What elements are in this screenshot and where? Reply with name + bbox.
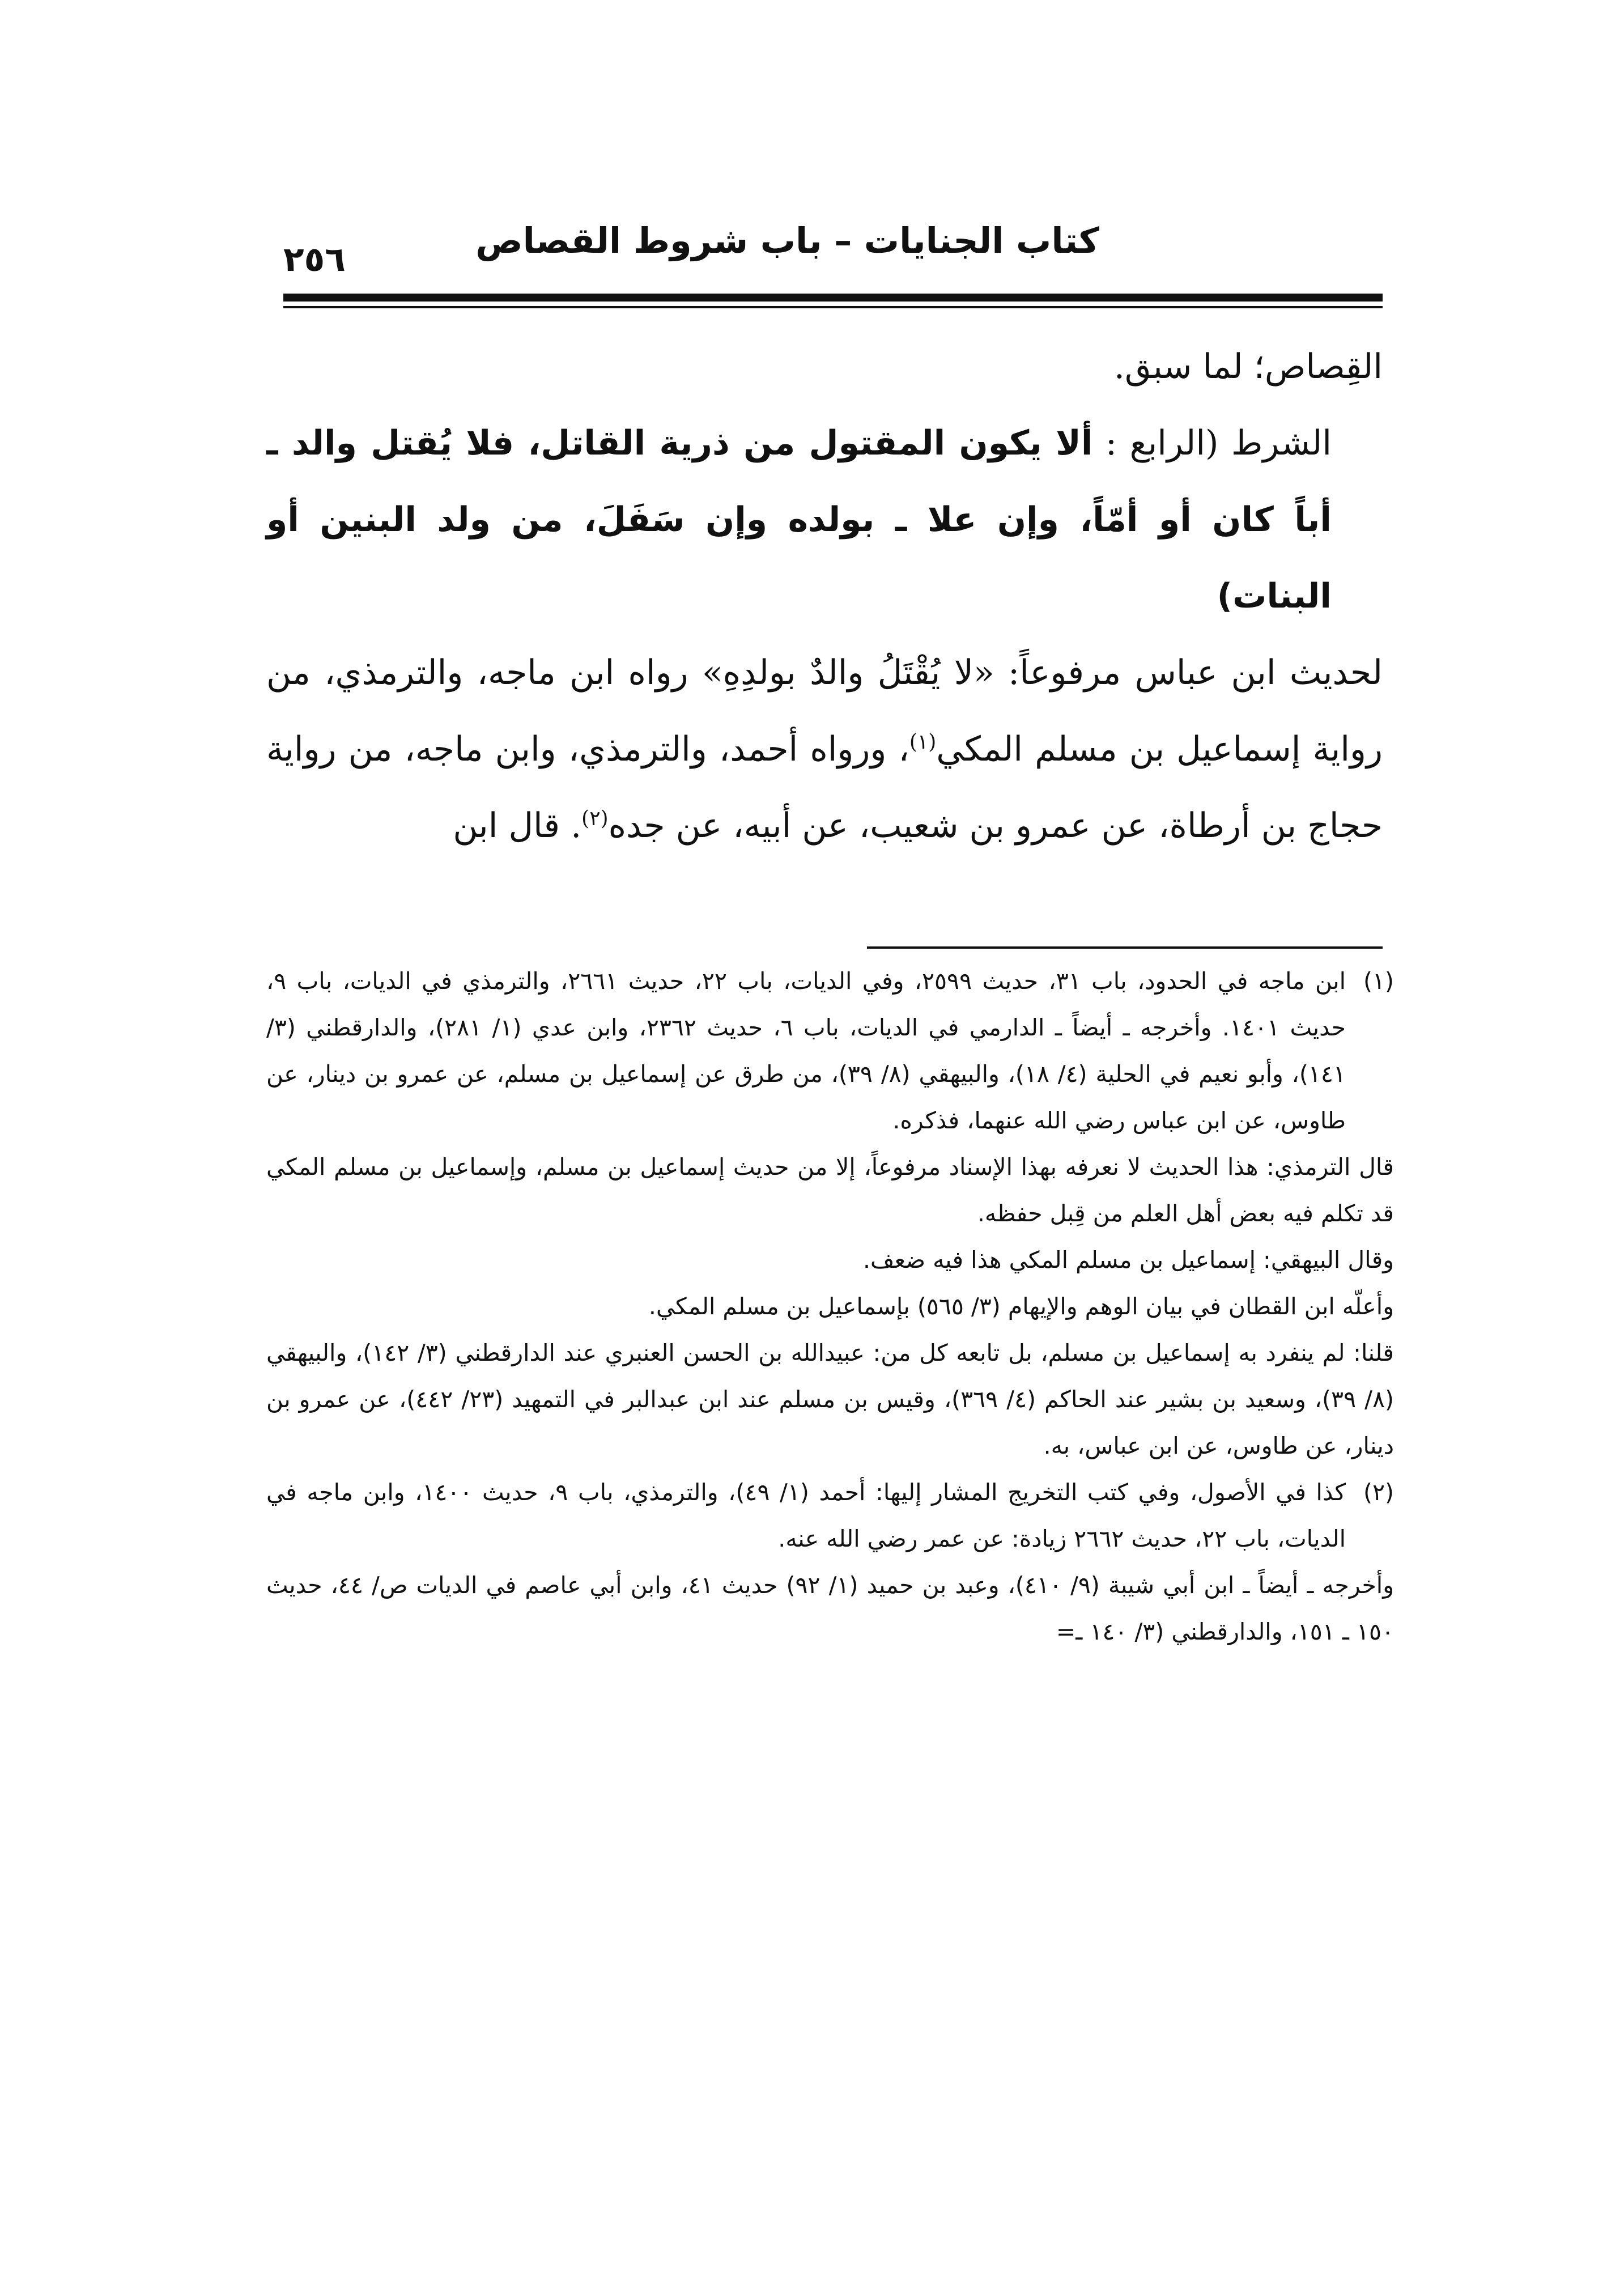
header-rule-thick (283, 294, 1383, 302)
main-text (266, 329, 1383, 864)
evidence-text-a: لحديث ابن عباس مرفوعاً: «لا يُقْتَلُ والدٌ بولدِهِ» رواه ابن ماجه، والترمذي، من رواية إسماعيل بن مسلم المكي (266, 653, 1383, 769)
footnote-1-paragraph-2: قال الترمذي: هذا الحديث لا نعرفه بهذا الإسناد مرفوعاً، إلا من حديث إسماعيل بن مسلم، وإسماعيل بن مسلم المكي قد تكلم فيه بعض أهل العلم من قِبل حفظه. (266, 1153, 1394, 1227)
footnote-2-number: (٢) (1363, 1479, 1394, 1506)
footnote-separator (867, 946, 1383, 949)
page-number: ٢٥٦ (283, 240, 346, 279)
condition-text: ألا يكون المقتول من ذرية القاتل، فلا يُقتل والد ـ أباً كان أو أمّاً، وإن علا ـ بولده وإن سَفَلَ، من ولد البنين أو البنات) (266, 423, 1332, 616)
condition-label: الشرط (الرابع : (1092, 423, 1332, 463)
footnote-1-paragraph-3: وقال البيهقي: إسماعيل بن مسلم المكي هذا فيه ضعف. (863, 1246, 1394, 1273)
header-rule-thin (283, 306, 1383, 308)
running-title: كتاب الجنايات – باب شروط القصاص (475, 220, 1099, 261)
footnotes (266, 958, 1394, 1655)
footnote-1-paragraph-5: قلنا: لم ينفرد به إسماعيل بن مسلم، بل تابعه كل من: عبيدالله بن الحسن العنبري عند الدارقطني (٣/ ١٤٢)، والبيهقي (٨/ ٣٩)، وسعيد بن بشير عند الحاكم (٤/ ٣٦٩)، وقيس بن مسلم عند ابن عبدالبر في التمهيد (٢٣/ ٤٤٢)، عن عمرو بن دينار، عن طاوس، عن ابن عباس، به. (266, 1339, 1394, 1459)
footnote-1 (266, 958, 1394, 1144)
footnote-2 (266, 1469, 1394, 1562)
page-header (283, 215, 1383, 300)
main-paragraph-condition (266, 405, 1383, 635)
footnote-1-text: ابن ماجه في الحدود، باب ٣١، حديث ٢٥٩٩، وفي الديات، باب ٢٢، حديث ٢٦٦١، والترمذي في الديات، باب ٩، حديث ١٤٠١. وأخرجه ـ أيضاً ـ الدارمي في الديات، باب ٦، حديث ٢٣٦٢، وابن عدي (١/ ٢٨١)، والدارقطني (٣/ ١٤١)، وأبو نعيم في الحلية (٤/ ١٨)، والبيهقي (٨/ ٣٩)، من طرق عن إسماعيل بن مسلم، عن عمرو بن دينار، عن طاوس، عن ابن عباس رضي الله عنهما، فذكره. (266, 967, 1346, 1134)
footnote-1-paragraph-4: وأعلّه ابن القطان في بيان الوهم والإيهام (٣/ ٥٦٥) بإسماعيل بن مسلم المكي. (648, 1293, 1394, 1320)
footnote-ref-1[interactable]: (١) (909, 731, 937, 754)
footnote-2-paragraph-2: وأخرجه ـ أيضاً ـ ابن أبي شيبة (٩/ ٤١٠)، وعبد بن حميد (١/ ٩٢) حديث ٤١، وابن أبي عاصم في الديات ص/ ٤٤، حديث ١٥٠ ـ ١٥١، والدارقطني (٣/ ١٤٠ ـ= (266, 1572, 1395, 1645)
footnote-1-number: (١) (1363, 967, 1394, 995)
evidence-text-c: . قال ابن (453, 806, 582, 846)
footnote-ref-2[interactable]: (٢) (581, 807, 609, 830)
footnote-2-text: كذا في الأصول، وفي كتب التخريج المشار إليها: أحمد (١/ ٤٩)، والترمذي، باب ٩، حديث ١٤٠٠، وابن ماجه في الديات، باب ٢٢، حديث ٢٦٦٢ زيادة: عن عمر رضي الله عنه. (266, 1479, 1346, 1552)
main-paragraph-evidence (266, 635, 1383, 864)
main-paragraph-1: القِصاص؛ لما سبق. (1113, 347, 1383, 387)
evidence-text-b: ، ورواه أحمد، والترمذي، وابن ماجه، من رواية حجاج بن أرطاة، عن عمرو بن شعيب، عن أبيه، عن جده (266, 729, 1383, 846)
